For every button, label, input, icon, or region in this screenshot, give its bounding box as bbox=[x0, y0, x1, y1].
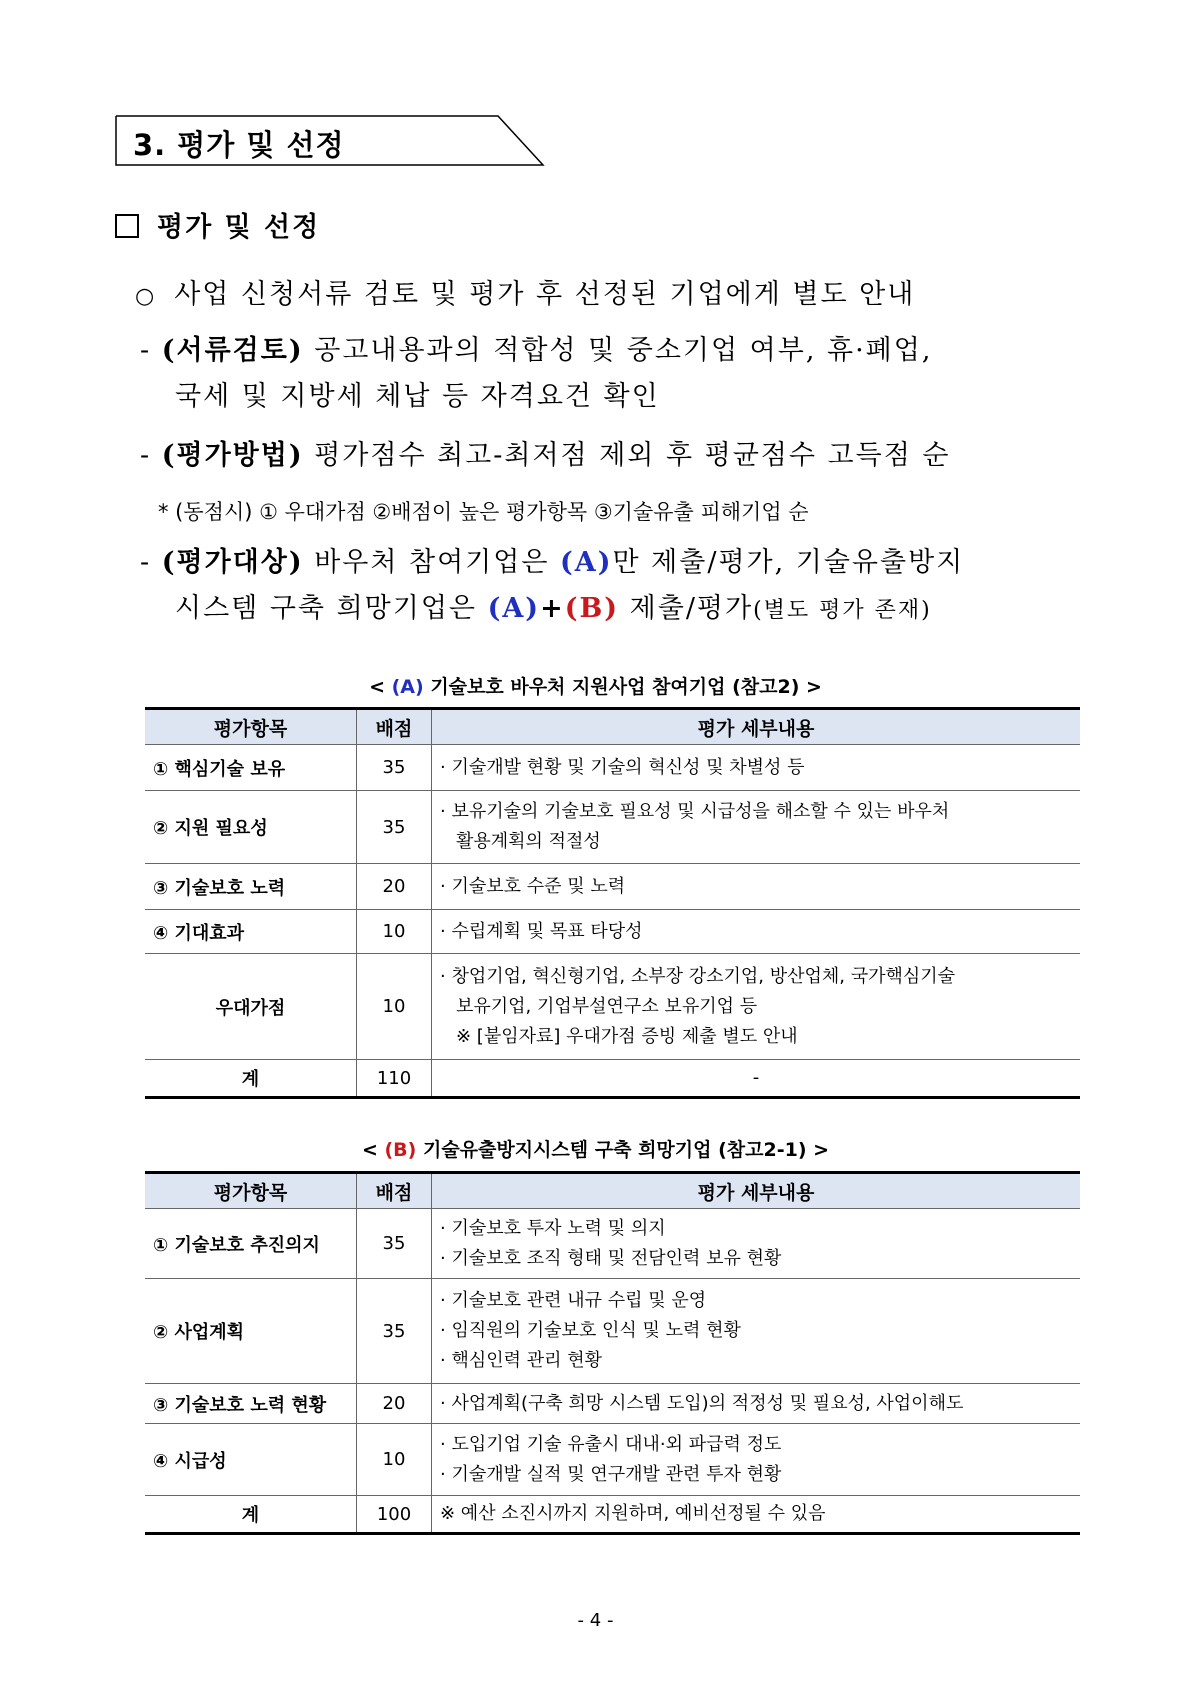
row-item: 계 bbox=[145, 1060, 357, 1098]
row-details bbox=[432, 864, 1081, 910]
detail-line: · 창업기업, 혁신형기업, 소부장 강소기업, 방산업체, 국가핵심기술 bbox=[440, 965, 956, 987]
dash-bullet: - bbox=[140, 440, 162, 471]
plus-sign: + bbox=[540, 593, 565, 624]
tag-a: (A) bbox=[560, 547, 613, 578]
tag-a-2: (A) bbox=[487, 593, 541, 624]
row-score: 20 bbox=[357, 864, 432, 910]
table-row bbox=[145, 864, 1080, 910]
detail-line: · 임직원의 기술보호 인식 및 노력 현황 bbox=[440, 1320, 741, 1341]
detail-line: · 기술보호 조직 형태 및 전담인력 보유 현황 bbox=[440, 1247, 782, 1269]
row-details bbox=[432, 1060, 1081, 1098]
detail-line: ※ 예산 소진시까지 지원하며, 예비선정될 수 있음 bbox=[440, 1503, 826, 1524]
row-score: 35 bbox=[357, 1279, 432, 1384]
table-a bbox=[145, 707, 1080, 1099]
row-score: 20 bbox=[357, 1384, 432, 1424]
target-text-1: 바우처 참여기업은 bbox=[303, 547, 561, 578]
caption-bracket: < bbox=[361, 1139, 385, 1161]
table-row bbox=[145, 1279, 1080, 1384]
row-details bbox=[432, 954, 1081, 1060]
table-a-caption bbox=[0, 672, 1191, 699]
detail-line: ※ [붙임자료] 우대가점 증빙 제출 별도 안내 bbox=[456, 1025, 798, 1047]
row-details bbox=[432, 791, 1081, 864]
method-label: (평가방법) bbox=[161, 440, 304, 471]
circle-bullet-icon: ○ bbox=[135, 284, 157, 309]
page-number: - 4 - bbox=[577, 1610, 614, 1631]
row-details bbox=[432, 745, 1081, 791]
table-row bbox=[145, 954, 1080, 1060]
header-details: 평가 세부내용 bbox=[432, 709, 1081, 745]
row-score: 35 bbox=[357, 791, 432, 864]
detail-line: 보유기업, 기업부설연구소 보유기업 등 bbox=[456, 995, 758, 1017]
caption-tag-a: (A) bbox=[391, 676, 424, 698]
row-details bbox=[432, 910, 1081, 954]
checkbox-square-icon bbox=[115, 214, 139, 238]
row-details bbox=[432, 1384, 1081, 1424]
row-item: ② 사업계획 bbox=[145, 1279, 357, 1384]
row-score: 10 bbox=[357, 910, 432, 954]
target-text-4: 제출/평가 bbox=[619, 593, 754, 624]
header-item: 평가항목 bbox=[145, 1173, 357, 1209]
table-header-row bbox=[145, 709, 1080, 745]
row-item: ④ 시급성 bbox=[145, 1424, 357, 1496]
table-row bbox=[145, 1384, 1080, 1424]
review-label: (서류검토) bbox=[161, 335, 304, 366]
row-details bbox=[432, 1279, 1081, 1384]
section-header bbox=[115, 115, 545, 167]
detail-line: · 도입기업 기술 유출시 대내·외 파급력 정도 bbox=[440, 1433, 782, 1455]
detail-line: · 사업계획(구축 희망 시스템 도입)의 적정성 및 필요성, 사업이해도 bbox=[440, 1392, 964, 1414]
target-label: (평가대상) bbox=[161, 547, 304, 578]
table-b bbox=[145, 1171, 1080, 1535]
caption-text: 기술유출방지시스템 구축 희망기업 (참고2-1) > bbox=[416, 1139, 830, 1161]
header-score: 배점 bbox=[357, 709, 432, 745]
row-item: ① 기술보호 추진의지 bbox=[145, 1209, 357, 1279]
tag-b: (B) bbox=[564, 593, 620, 624]
target-text-2: 만 제출/평가, 기술유출방지 bbox=[612, 547, 965, 578]
row-score: 35 bbox=[357, 1209, 432, 1279]
row-item: 우대가점 bbox=[145, 954, 357, 1060]
detail-line: · 기술보호 투자 노력 및 의지 bbox=[440, 1217, 666, 1239]
row-item: ② 지원 필요성 bbox=[145, 791, 357, 864]
row-item: ④ 기대효과 bbox=[145, 910, 357, 954]
row-details bbox=[432, 1209, 1081, 1279]
detail-line: · 수립계획 및 목표 타당성 bbox=[440, 920, 643, 942]
caption-text: 기술보호 바우처 지원사업 참여기업 (참고2) > bbox=[423, 676, 822, 698]
table-b-caption bbox=[0, 1135, 1191, 1162]
table-row bbox=[145, 1424, 1080, 1496]
header-details: 평가 세부내용 bbox=[432, 1173, 1081, 1209]
row-item: ① 핵심기술 보유 bbox=[145, 745, 357, 791]
review-item bbox=[140, 328, 932, 367]
row-score: 10 bbox=[357, 954, 432, 1060]
row-score: 10 bbox=[357, 1424, 432, 1496]
target-text-3: 시스템 구축 희망기업은 bbox=[175, 593, 488, 624]
target-item bbox=[140, 540, 964, 579]
detail-line: · 기술개발 현황 및 기술의 혁신성 및 차별성 등 bbox=[440, 756, 805, 778]
detail-line: · 핵심인력 관리 현황 bbox=[440, 1350, 602, 1371]
table-row bbox=[145, 745, 1080, 791]
detail-line: - bbox=[752, 1067, 760, 1088]
table-row bbox=[145, 910, 1080, 954]
bullet-text: 사업 신청서류 검토 및 평가 후 선정된 기업에게 별도 안내 bbox=[174, 279, 916, 310]
bullet-line bbox=[135, 272, 915, 311]
row-score: 100 bbox=[357, 1496, 432, 1534]
table-row bbox=[145, 791, 1080, 864]
detail-line: · 기술개발 실적 및 연구개발 관련 투자 현황 bbox=[440, 1463, 782, 1485]
method-item bbox=[140, 433, 950, 472]
subsection-title: 평가 및 선정 bbox=[157, 212, 321, 243]
row-item: ③ 기술보호 노력 bbox=[145, 864, 357, 910]
table-header-row bbox=[145, 1173, 1080, 1209]
review-item-line2: 국세 및 지방세 체납 등 자격요건 확인 bbox=[175, 381, 660, 412]
detail-line: · 보유기술의 기술보호 필요성 및 시급성을 해소할 수 있는 바우처 bbox=[440, 801, 950, 822]
subsection-heading bbox=[115, 205, 320, 244]
caption-tag-b: (B) bbox=[384, 1139, 417, 1161]
table-row-total bbox=[145, 1496, 1080, 1534]
dash-bullet: - bbox=[140, 335, 162, 366]
method-text: 평가점수 최고-최저점 제외 후 평균점수 고득점 순 bbox=[303, 440, 951, 471]
header-item: 평가항목 bbox=[145, 709, 357, 745]
row-score: 110 bbox=[357, 1060, 432, 1098]
target-item-line2 bbox=[175, 586, 932, 625]
row-item: ③ 기술보호 노력 현황 bbox=[145, 1384, 357, 1424]
header-score: 배점 bbox=[357, 1173, 432, 1209]
row-details bbox=[432, 1424, 1081, 1496]
row-details bbox=[432, 1496, 1081, 1534]
review-text-1: 공고내용과의 적합성 및 중소기업 여부, 휴·폐업, bbox=[303, 335, 933, 366]
caption-bracket: < bbox=[369, 676, 392, 698]
row-score: 35 bbox=[357, 745, 432, 791]
table-row-total bbox=[145, 1060, 1080, 1098]
detail-line: · 기술보호 수준 및 노력 bbox=[440, 875, 626, 897]
row-item: 계 bbox=[145, 1496, 357, 1534]
detail-line: · 기술보호 관련 내규 수립 및 운영 bbox=[440, 1290, 707, 1311]
detail-line: 활용계획의 적절성 bbox=[456, 831, 601, 852]
dash-bullet: - bbox=[140, 547, 162, 578]
table-row bbox=[145, 1209, 1080, 1279]
tie-note: * (동점시) ① 우대가점 ②배점이 높은 평가항목 ③기술유출 피해기업 순 bbox=[158, 500, 809, 524]
section-title: 3. 평가 및 선정 bbox=[133, 128, 345, 162]
target-text-5: (별도 평가 존재) bbox=[753, 598, 932, 623]
